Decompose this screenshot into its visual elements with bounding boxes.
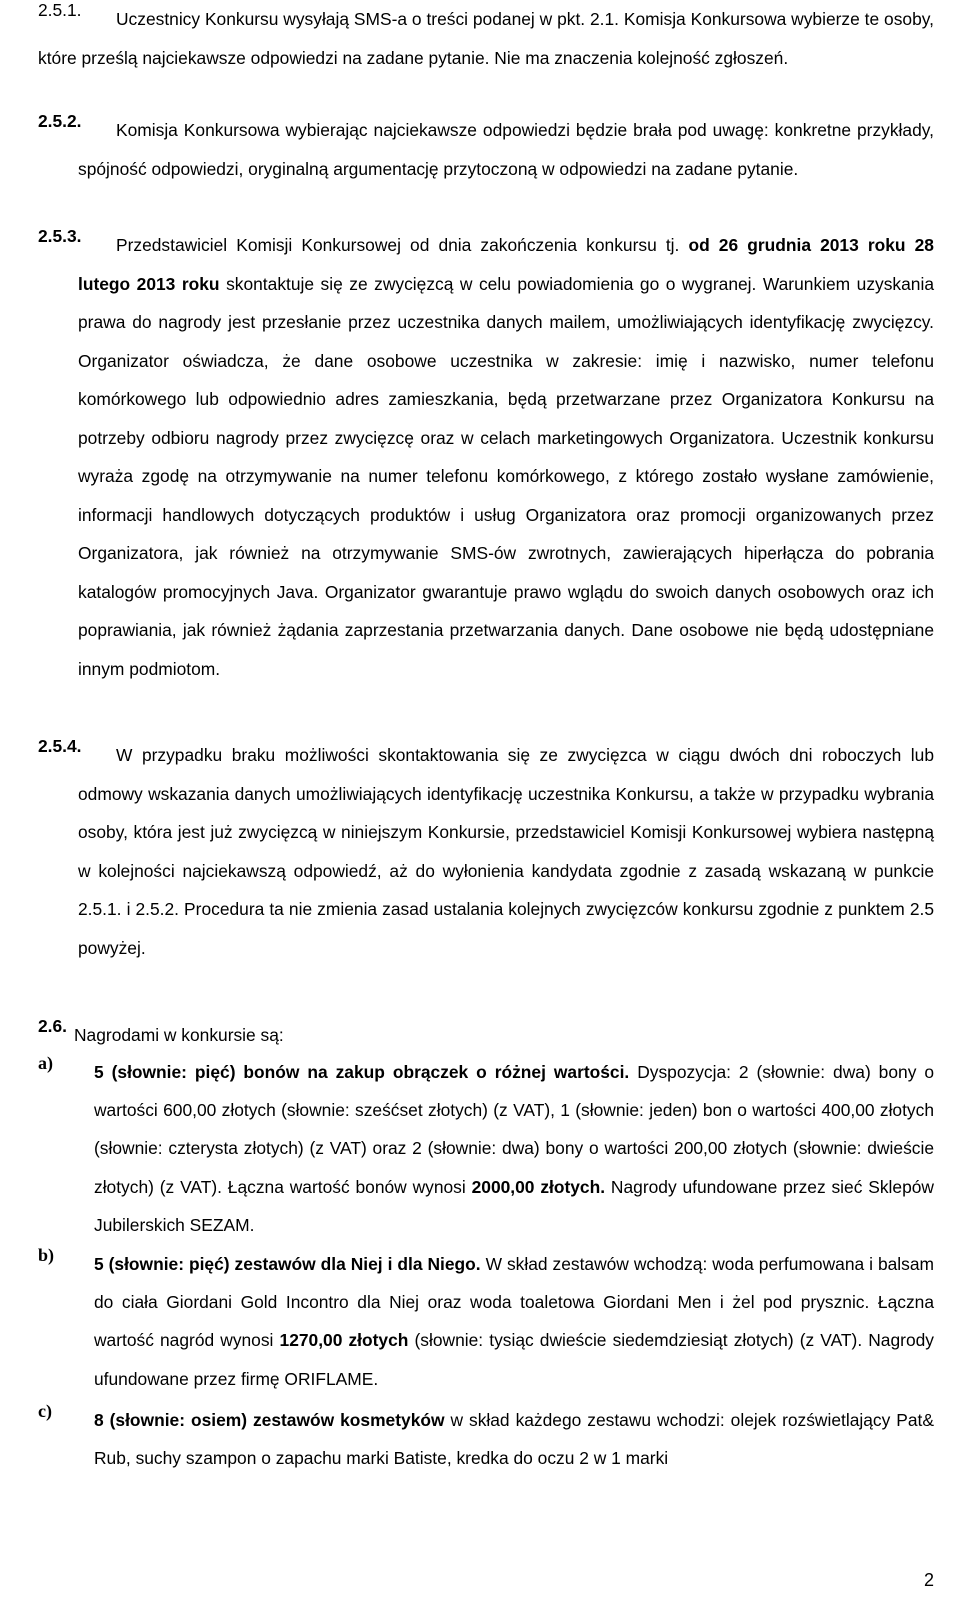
section-text: [78, 226, 934, 688]
prize-total: 1270,00 złotych: [279, 1330, 409, 1351]
prize-item-b: [38, 1245, 934, 1398]
prize-text-part: w skład każdego zestawu wchodzi: olejek rozświetlający Pat& Rub, suchy szampon o zapachu marki Batiste, kredka do oczu 2 w 1 marki: [94, 1410, 934, 1469]
section-number: 2.5.4.: [38, 736, 82, 756]
prize-text: [94, 1053, 934, 1244]
prize-text: [94, 1245, 934, 1398]
prize-title: 5 (słownie: pięć) zestawów dla Niej i dla Niego.: [94, 1254, 481, 1274]
section-2-5-2: [38, 111, 934, 188]
section-2-5-3: [38, 226, 934, 688]
prize-text-part: W skład zestawów wchodzą: woda perfumowana i balsam do ciała Giordani Gold Incontro dla Niej oraz woda toaletowa Giordani Men i żel pod prysznic. Łączna wartość nagród wynosi: [94, 1254, 935, 1351]
section-2-5-1: [38, 0, 934, 77]
section-2-6: [38, 1016, 934, 1054]
prize-text-part: Nagrody ufundowane przez sieć Sklepów Jubilerskich SEZAM.: [94, 1176, 934, 1235]
section-text-part: Przedstawiciel Komisji Konkursowej od dnia zakończenia konkursu tj.: [116, 235, 680, 255]
prize-title: 5 (słownie: pięć) bonów na zakup obrączek o różnej wartości.: [94, 1062, 630, 1082]
section-2-5-4: [38, 736, 934, 967]
prize-text-part: (słownie: tysiąc dwieście siedemdziesiąt złotych) (z VAT). Nagrody ufundowane przez firmę ORIFLAME.: [94, 1330, 934, 1389]
section-text: W przypadku braku możliwości skontaktowania się ze zwycięzca w ciągu dwóch dni roboczych lub odmowy wskazania danych umożliwiających identyfikację uczestnika Konkursu, a także w przypadku wybrania osoby, która jest już zwycięzcą w niniejszym Konkursie, przedstawiciel Komisji Konkursowej wybiera następną w kolejności najciekawszą odpowiedź, aż do wyłonienia kandydata zgodnie z zasadą wskazaną w punkcie 2.5.1. i 2.5.2. Procedura ta nie zmienia zasad ustalania kolejnych zwycięzców konkursu zgodnie z punktem 2.5 powyżej.: [78, 745, 934, 958]
prize-label: c): [38, 1401, 52, 1421]
contact-dates: od 26 grudnia 2013 roku 28 lutego 2013 roku: [78, 235, 934, 294]
prize-title: 8 (słownie: osiem) zestawów kosmetyków: [94, 1410, 445, 1430]
prize-text: [94, 1401, 934, 1477]
prize-label: b): [38, 1245, 55, 1265]
section-number: 2.5.1.: [38, 0, 82, 20]
section-text: Komisja Konkursowa wybierając najciekawsze odpowiedzi będzie brała pod uwagę: konkretne przykłady, spójność odpowiedzi, oryginalną argumentację przytoczoną w odpowiedzi na zadane pytanie.: [78, 120, 934, 179]
prize-item-c: [38, 1401, 934, 1477]
prize-item-a: [38, 1053, 934, 1244]
page-number: 2: [923, 1570, 934, 1590]
section-number: 2.6.: [38, 1016, 68, 1036]
prize-total: 2000,00 złotych.: [471, 1176, 606, 1197]
prize-text-part: Dyspozycja: 2 (słownie: dwa) bony o wartości 600,00 złotych (słownie: sześćset złotych) (z VAT), 1 (słownie: jeden) bon o wartości 400,00 złotych (słownie: czterysta złotych) (z VAT) oraz 2 (słownie: dwa) bony o wartości 200,00 złotych (słownie: dwieście złotych) (z VAT). Łączna wartość bonów wynosi: [94, 1062, 934, 1197]
prize-label: a): [38, 1053, 53, 1073]
section-number: 2.5.2.: [38, 111, 82, 131]
section-text-part: skontaktuje się ze zwycięzcą w celu powiadomienia go o wygranej. Warunkiem uzyskania prawa do nagrody jest przesłanie przez uczestnika danych mailem, umożliwiających identyfikację zwycięzcy. Organizator oświadcza, że dane osobowe uczestnika w zakresie: imię i nazwisko, numer telefonu komórkowego lub odpowiednio adres zamieszkania, będą przetwarzane przez Organizatora Konkursu na potrzeby odbioru nagrody przez zwycięzcę oraz w celach marketingowych Organizatora. Uczestnik konkursu wyraża zgodę na otrzymywanie na numer telefonu komórkowego, z którego zostało wysłane zamówienie, informacji handlowych dotyczących produktów i usług Organizatora oraz promocji organizowanych przez Organizatora, jak również na otrzymywanie SMS-ów zwrotnych, zawierających hiperłącza do pobrania katalogów promocyjnych Java. Organizator gwarantuje prawo wglądu do swoich danych osobowych oraz ich poprawiania, jak również żądania zaprzestania przetwarzania danych. Dane osobowe nie będą udostępniane innym podmiotom.: [78, 273, 934, 679]
section-text: Nagrodami w konkursie są:: [74, 1025, 284, 1045]
section-number: 2.5.3.: [38, 226, 82, 246]
section-text: Uczestnicy Konkursu wysyłają SMS-a o treści podanej w pkt. 2.1. Komisja Konkursowa wybierze te osoby, które prześlą najciekawsze odpowiedzi na zadane pytanie. Nie ma znaczenia kolejność zgłoszeń.: [38, 9, 934, 68]
